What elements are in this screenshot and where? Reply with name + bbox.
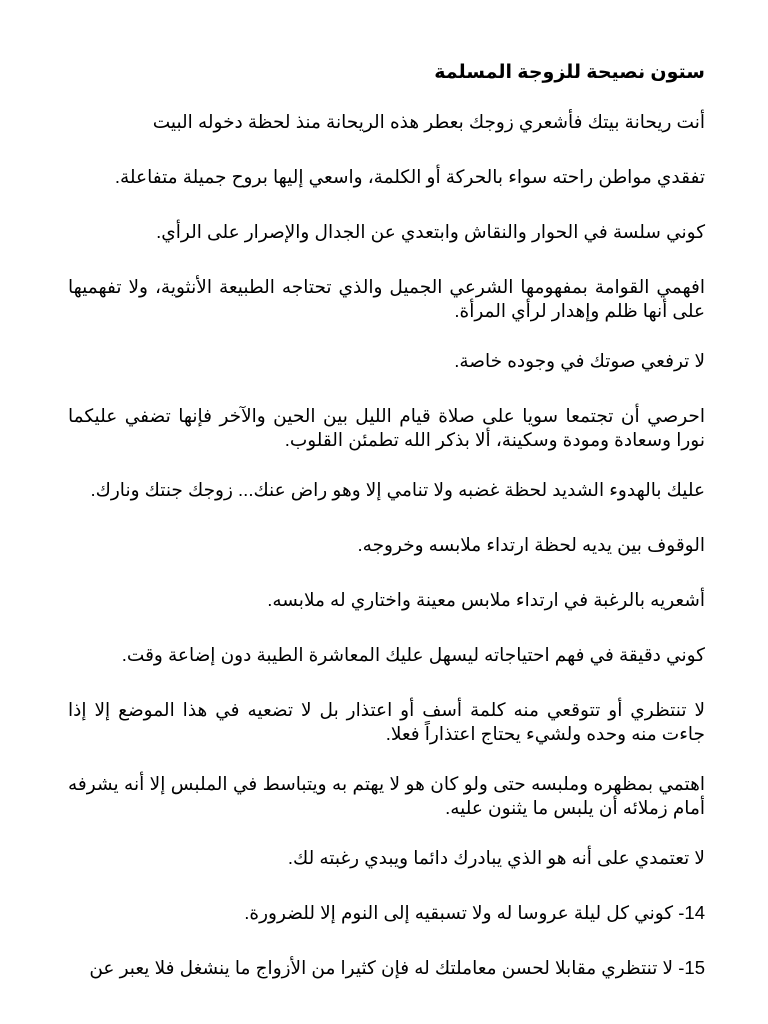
advice-paragraph: الوقوف بين يديه لحظة ارتداء ملابسه وخروجه.: [357, 534, 705, 555]
advice-paragraph: 14- كوني كل ليلة عروسا له ولا تسبقيه إلى النوم إلا للضرورة.: [244, 902, 705, 923]
advice-paragraph: أنت ريحانة بيتك فأشعري زوجك بعطر هذه الريحانة منذ لحظة دخوله البيت: [152, 111, 705, 132]
advice-paragraph: تفقدي مواطن راحته سواء بالحركة أو الكلمة، واسعي إليها بروح جميلة متفاعلة.: [114, 166, 705, 187]
advice-paragraph: كوني دقيقة في فهم احتياجاته ليسهل عليك المعاشرة الطيبة دون إضاعة وقت.: [121, 644, 705, 665]
advice-paragraph: اهتمي بمظهره وملبسه حتى ولو كان هو لا يهتم به ويتباسط في الملبس إلا أنه يشرفه أمام زملائه أن يلبس ما يثنون عليه.: [68, 773, 705, 818]
document-title: ستون نصيحة للزوجة المسلمة: [434, 62, 705, 83]
advice-paragraph: كوني سلسة في الحوار والنقاش وابتعدي عن الجدال والإصرار على الرأي.: [156, 221, 705, 242]
advice-paragraph: عليك بالهدوء الشديد لحظة غضبه ولا تنامي إلا وهو راض عنك... زوجك جنتك ونارك.: [90, 479, 705, 500]
advice-paragraph: افهمي القوامة بمفهومها الشرعي الجميل والذي تحتاجه الطبيعة الأنثوية، ولا تفهميها على أنها ظلم وإهدار لرأي المرأة.: [68, 276, 705, 321]
advice-paragraph: 15- لا تنتظري مقابلا لحسن معاملتك له فإن كثيرا من الأزواج ما ينشغل فلا يعبر عن: [89, 957, 705, 978]
advice-paragraph: لا تنتظري أو تتوقعي منه كلمة أسف أو اعتذار بل لا تضعيه في هذا الموضع إلا إذا جاءت منه وحده ولشيء يحتاج اعتذاراً فعلا.: [68, 699, 705, 744]
advice-paragraph: احرصي أن تجتمعا سويا على صلاة قيام الليل بين الحين والآخر فإنها تضفي عليكما نورا وسعادة ومودة وسكينة، ألا بذكر الله تطمئن القلوب.: [68, 405, 705, 450]
advice-paragraph: لا ترفعي صوتك في وجوده خاصة.: [454, 350, 705, 371]
advice-paragraph: لا تعتمدي على أنه هو الذي يبادرك دائما ويبدي رغبته لك.: [287, 847, 705, 868]
document-page: [68, 58, 705, 1011]
advice-paragraph: أشعريه بالرغبة في ارتداء ملابس معينة واختاري له ملابسه.: [267, 589, 705, 610]
